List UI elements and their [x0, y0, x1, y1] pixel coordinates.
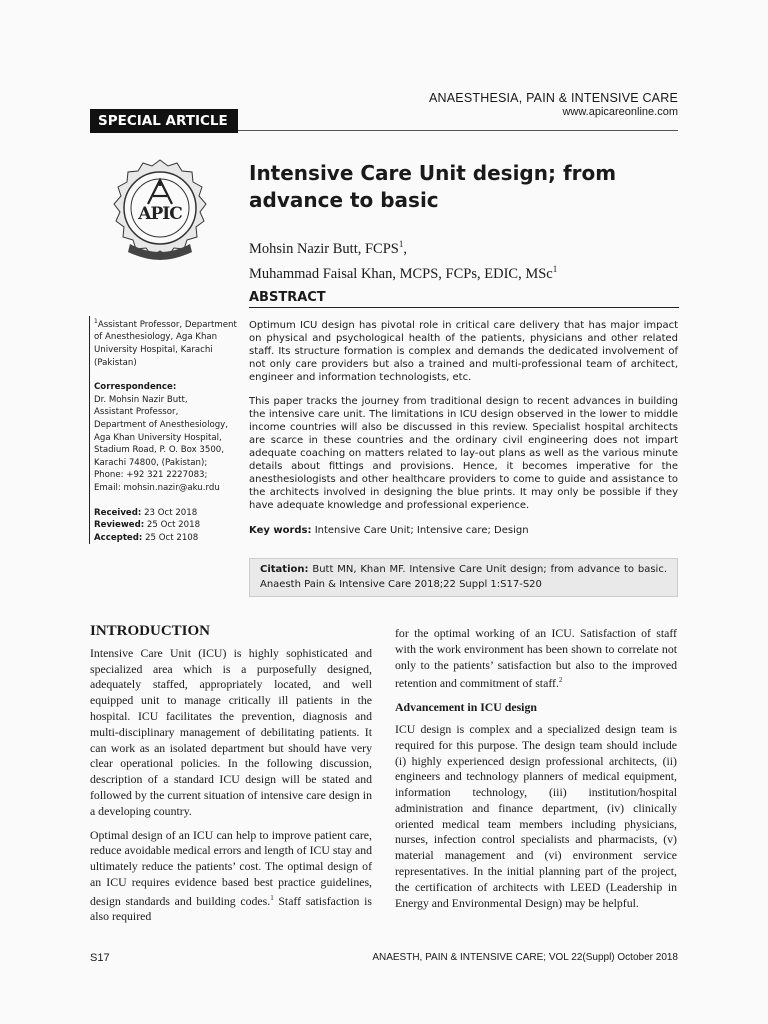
- journal-issue-footer: ANAESTH, PAIN & INTENSIVE CARE; VOL 22(Suppl) October 2018: [372, 952, 678, 963]
- introduction-heading: INTRODUCTION: [90, 623, 211, 639]
- journal-header: [429, 91, 678, 118]
- author-2: Muhammad Faisal Khan, MCPS, FCPs, EDIC, MSc$^1$: [249, 263, 558, 282]
- introduction-paragraph-2: Optimal design of an ICU can help to improve patient care, reduce avoidable medical errors and length of ICU stay and ultimately reduce the patients’ cost. The optimal design of an ICU requires evidence based best practice guidelines, design standards and building codes.$^1$ Staff satisfaction is also required: [90, 827, 372, 924]
- received-date: Received: 23 Oct 2018: [94, 507, 198, 518]
- page-number: S17: [90, 952, 110, 964]
- affiliation: $^1$Assistant Professor, Department of Anesthesiology, Aga Khan University Hospital, Karachi (Pakistan): [94, 318, 237, 368]
- article-dates: [94, 507, 244, 545]
- introduction-paragraph-1: Intensive Care Unit (ICU) is highly sophisticated and specialized area which is a purposefully designed, adequately staffed, appropriately located, and well equipped unit to manage critically ill patients in the hospital. ICU facilitates the prevention, diagnosis and multi-disciplinary management of debilitating patients. It can work as an isolated department but should have very clear operational policies. In the following discussion, description of a standard ICU design will be stated and followed by the current situation of intensive care design in a developing country.: [90, 645, 372, 818]
- right-paragraph-2: ICU design is complex and a specialized design team is required for this purpose. The design team should include (i) highly experienced design professional architects, (ii) engineers and technology planners of medical equipment, information technology, (iii) institution/hospital administration and finance department, (iv) clinically oriented medical team members including physicians, nurses, infection control specialists and pharmacists, (v) material management and (vi) environment service representatives. In the initial planning part of the project, the certification of architects with LEED (Leadership in Energy and Environmental Design) may be helpful.: [395, 721, 677, 910]
- correspondence-email[interactable]: Email: mohsin.nazir@aku.rdu: [94, 482, 220, 493]
- abstract-paragraph-1: Optimum ICU design has pivotal role in critical care delivery that has major impact on physical and psychological health of the patients, physicians and other related staff. Its structure formation is complex and demands the dedicated involvement of not only care providers but also a trained and multi-professional team of architect, engineer and information technologists, etc.: [249, 320, 678, 383]
- abstract-paragraph-2: This paper tracks the journey from traditional design to recent advances in building the intensive care unit. The limitations in ICU design observed in the lower to middle income countries will also be discussed in this review. Specialist hospital architects are scarce in these countries and the ordinary civil engineering does not impart adequate coaching on matters related to lay-out plans as well as the various minute details about fittings and provisions. Hence, it becomes imperative for the anesthesiologists and other healthcare providers to come to guide and assistance to the architects involved in designing the blue prints. It may only be possible if they have adequate knowledge and professional experience.: [249, 396, 678, 511]
- right-paragraph-1: for the optimal working of an ICU. Satisfaction of staff with the work environment has been shown to correlate not only to the patients’ satisfaction but also to the improved retention and commitment of staff.$^2$: [395, 626, 677, 691]
- correspondence: Correspondence: Dr. Mohsin Nazir Butt, Assistant Professor, Department of Anesthesiology, Aga Khan University Hospital, Stadium Road, P. O. Box 3500, Karachi 74800, (Pakistan); Phone: +92 321 2227083; Email: mohsin.nazir@aku.rdu: [94, 381, 244, 494]
- journal-logo: [110, 156, 210, 266]
- body-column-right: [395, 626, 677, 919]
- abstract-heading: ABSTRACT: [249, 290, 679, 308]
- article-title: Intensive Care Unit design; from advance to basic: [249, 161, 617, 212]
- reviewed-date: Reviewed: 25 Oct 2018: [94, 520, 201, 531]
- author-list: [249, 234, 557, 284]
- accepted-date: Accepted: 25 Oct 2108: [94, 532, 199, 543]
- advancement-subheading: Advancement in ICU design: [395, 700, 537, 715]
- section-label: SPECIAL ARTICLE: [90, 109, 238, 133]
- author-1: Mohsin Nazir Butt, FCPS$^1$,: [249, 239, 407, 257]
- keywords: Key words: Intensive Care Unit; Intensive care; Design: [249, 525, 529, 536]
- author-sidebar: [89, 316, 244, 544]
- journal-name: ANAESTHESIA, PAIN & INTENSIVE CARE: [429, 91, 678, 105]
- logo-letters: APIC: [138, 204, 182, 224]
- journal-url[interactable]: www.apicareonline.com: [562, 106, 678, 118]
- body-column-left: [90, 624, 372, 933]
- citation-box: Citation: Butt MN, Khan MF. Intensive Care Unit design; from advance to basic. Anaesth Pain & Intensive Care 2018;22 Suppl 1:S17-S20: [249, 558, 678, 597]
